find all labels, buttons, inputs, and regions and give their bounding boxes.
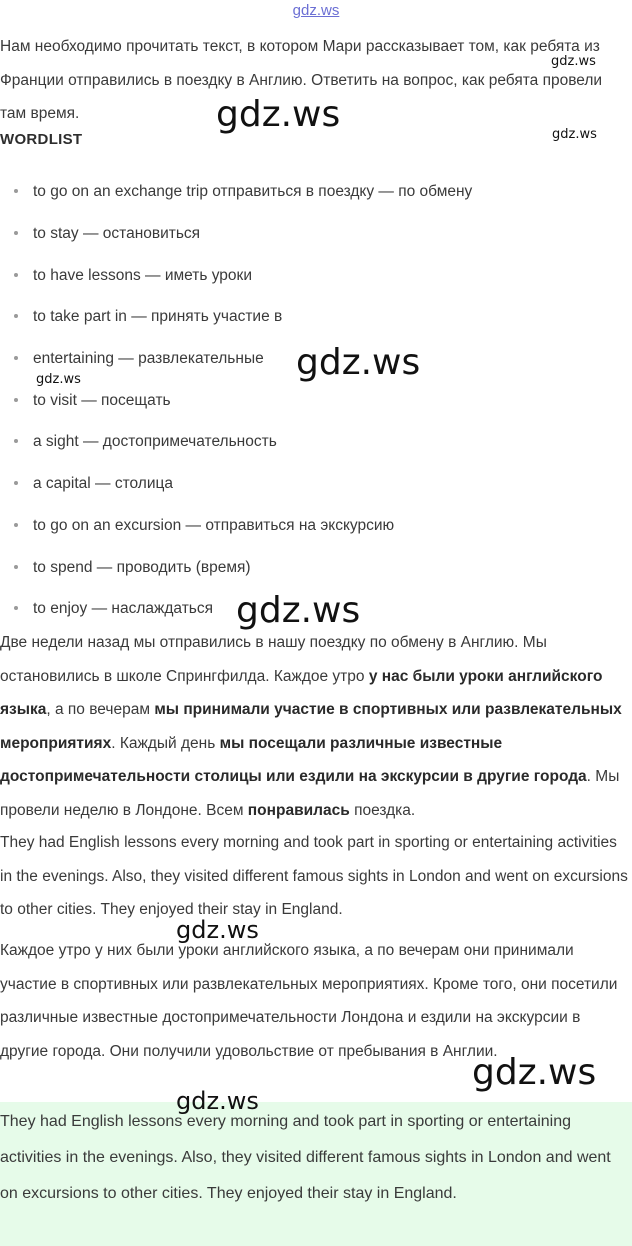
bullet-icon [14, 439, 18, 443]
top-watermark-link[interactable]: gdz.ws [292, 2, 340, 19]
wordlist-item: to have lessons — иметь уроки [14, 265, 252, 287]
watermark: gdz.ws [552, 127, 597, 142]
bullet-icon [14, 606, 18, 610]
highlighted-answer-text: They had English lessons every morning and took part in sporting or entertaining activities in the evenings. Also, they visited different famous sights in London and went on excursions to other cities. They enjoyed their stay in England. [0, 1113, 611, 1202]
watermark: gdz.ws [176, 1087, 259, 1115]
wordlist-item: to spend — проводить (время) [14, 557, 251, 579]
watermark: gdz.ws [472, 1052, 597, 1093]
watermark: gdz.ws [176, 916, 259, 944]
intro-text: Нам необходимо прочитать текст, в котором Мари рассказывает том, как ребята из Франции отправились в поездку в Англию. Ответить на вопрос, как ребята провели там время. [0, 38, 603, 122]
wordlist-item: a sight — достопримечательность [14, 431, 277, 453]
bullet-icon [14, 189, 18, 193]
watermark: gdz.ws [236, 590, 361, 631]
bullet-icon [14, 398, 18, 402]
wordlist-item: to take part in — принять участие в [14, 306, 282, 328]
wordlist-item: to go on an exchange trip отправиться в поездку — по обмену [14, 181, 472, 203]
bullet-icon [14, 523, 18, 527]
wordlist-item: to go on an excursion — отправиться на экскурсию [14, 515, 394, 537]
english-answer-paragraph: They had English lessons every morning and took part in sporting or entertaining activities in the evenings. Also, they visited different famous sights in London and went on excursions to other cities. They enjoyed their stay in England. [0, 834, 628, 918]
russian-answer-paragraph: Каждое утро у них были уроки английского языка, а по вечерам они принимали участие в спортивных или развлекательных мероприятиях. Кроме того, они посетили различные известные достопримечательности Лондона и ездили на экскурсии в другие города. Они получили удовольствие от пребывания в Англии. [0, 942, 618, 1060]
bullet-icon [14, 314, 18, 318]
wordlist-title: WORDLIST [0, 131, 83, 148]
wordlist-item: a capital — столица [14, 473, 173, 495]
watermark: gdz.ws [216, 94, 341, 135]
wordlist-item: to stay — остановиться [14, 223, 200, 245]
translation-paragraph: Две недели назад мы отправились в нашу поездку по обмену в Англию. Мы остановились в школе Спрингфилда. Каждое утро у нас были уроки английского языка, а по вечерам мы принимали участие в спортивных или развлекательных мероприятиях. Каждый день мы посещали различные известные достопримечательности столицы или ездили на экскурсии в другие города. Мы провели неделю в Лондоне. Всем понравилась поездка. [0, 634, 622, 819]
watermark: gdz.ws [36, 372, 81, 387]
wordlist-item: entertaining — развлекательные [14, 348, 264, 370]
watermark: gdz.ws [551, 54, 596, 69]
wordlist-item: to visit — посещать [14, 390, 171, 412]
bullet-icon [14, 356, 18, 360]
wordlist-item: to enjoy — наслаждаться [14, 598, 213, 620]
bullet-icon [14, 273, 18, 277]
watermark: gdz.ws [296, 342, 421, 383]
bullet-icon [14, 565, 18, 569]
bullet-icon [14, 231, 18, 235]
bullet-icon [14, 481, 18, 485]
